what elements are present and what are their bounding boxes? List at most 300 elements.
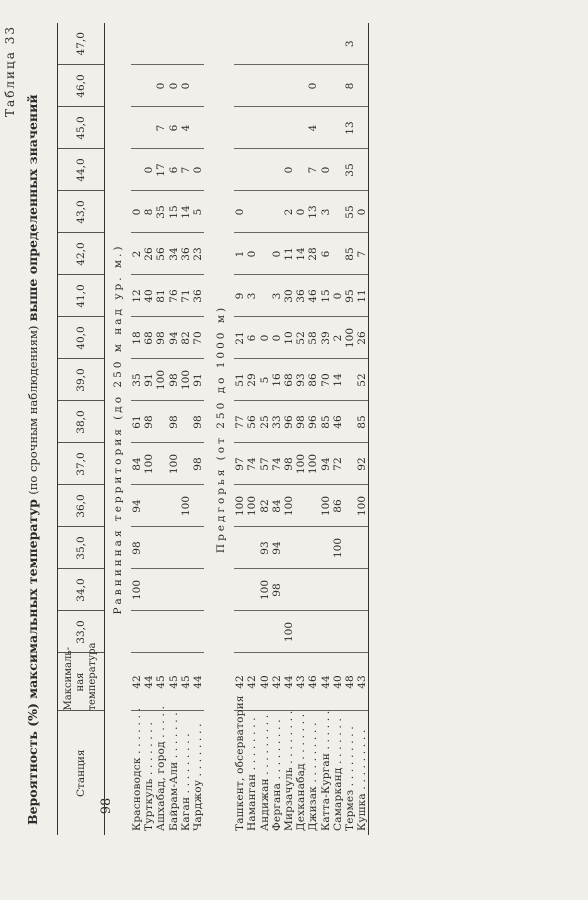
probability-value: 98 (168, 401, 180, 443)
probability-value: 7 (307, 149, 319, 191)
probability-value (356, 23, 369, 65)
probability-value: 33 (271, 401, 283, 443)
probability-value: 4 (180, 107, 192, 149)
station-name: Каган . . . . . . . . . (179, 733, 192, 831)
probability-value: 98 (192, 401, 204, 443)
probability-value: 6 (319, 233, 331, 275)
probability-value: 18 (131, 317, 143, 359)
probability-value: 94 (168, 317, 180, 359)
table-row (344, 23, 356, 835)
probability-value: 85 (356, 401, 369, 443)
tmax-value: 44 (319, 653, 331, 711)
probability-value: 0 (332, 275, 344, 317)
probability-value: 0 (131, 191, 143, 233)
probability-value: 8 (344, 65, 356, 107)
probability-value: 7 (180, 149, 192, 191)
tmax-value: 44 (283, 653, 295, 711)
probability-value: 94 (131, 485, 143, 527)
header-threshold: 43,0 (58, 191, 105, 233)
probability-value (307, 527, 319, 569)
probability-value: 58 (307, 317, 319, 359)
table-row (319, 23, 331, 835)
probability-value: 98 (143, 401, 155, 443)
probability-value: 100 (283, 485, 295, 527)
tmax-value: 43 (356, 653, 369, 711)
probability-value (356, 569, 369, 611)
probability-value: 85 (319, 401, 331, 443)
probability-value (180, 401, 192, 443)
probability-value: 68 (283, 359, 295, 401)
probability-value: 35 (344, 149, 356, 191)
probability-value: 30 (283, 275, 295, 317)
probability-value (295, 485, 307, 527)
probability-value: 86 (307, 359, 319, 401)
station-name: Дехканабад . . . . . . . (295, 713, 308, 831)
probability-value: 14 (332, 359, 344, 401)
probability-value: 26 (356, 317, 369, 359)
probability-value: 98 (271, 569, 283, 611)
station-name: Самарканд . . . . . . . (331, 717, 344, 831)
probability-value (246, 107, 258, 149)
probability-value (271, 611, 283, 653)
probability-value (344, 401, 356, 443)
probability-value: 46 (332, 401, 344, 443)
probability-value: 1 (234, 233, 246, 275)
probability-value: 98 (283, 443, 295, 485)
rotated-page-content (0, 5, 588, 895)
probability-value (246, 611, 258, 653)
probability-value (192, 65, 204, 107)
station-name: Ташкент, обсерватория (234, 695, 247, 831)
section-row (208, 23, 234, 835)
probability-value: 100 (131, 569, 143, 611)
probability-value: 0 (307, 65, 319, 107)
header-threshold: 36,0 (58, 485, 105, 527)
probability-value: 100 (180, 485, 192, 527)
probability-value (332, 149, 344, 191)
probability-value (155, 23, 167, 65)
probability-value: 100 (319, 485, 331, 527)
probability-value: 36 (180, 233, 192, 275)
probability-value (344, 611, 356, 653)
probability-value: 2 (131, 233, 143, 275)
probability-value: 82 (259, 485, 271, 527)
probability-value: 12 (131, 275, 143, 317)
probability-value: 100 (307, 443, 319, 485)
probability-value (168, 611, 180, 653)
probability-value (155, 443, 167, 485)
header-threshold: 34,0 (58, 569, 105, 611)
probability-value: 0 (143, 149, 155, 191)
probability-value: 96 (283, 401, 295, 443)
probability-value: 40 (143, 275, 155, 317)
probability-value: 26 (143, 233, 155, 275)
table-row (131, 23, 143, 835)
probability-value (259, 149, 271, 191)
probability-value: 100 (246, 485, 258, 527)
station-name: Катта-Курган . . . . . . (319, 710, 332, 831)
probability-value (344, 443, 356, 485)
probability-value: 70 (192, 317, 204, 359)
probability-value: 93 (295, 359, 307, 401)
probability-value (271, 23, 283, 65)
station-name: Джизак . . . . . . . . . (307, 722, 320, 831)
probability-value (259, 65, 271, 107)
page-number: 98 (99, 797, 114, 815)
probability-value (143, 65, 155, 107)
table-row (259, 23, 271, 835)
probability-value: 3 (344, 23, 356, 65)
table-row (356, 23, 369, 835)
table-title-parenthetical: (по срочным наблюдениям) (26, 325, 40, 495)
probability-value (168, 485, 180, 527)
station-name: Наманган . . . . . . . . (246, 717, 259, 831)
probability-value (143, 611, 155, 653)
tmax-value: 42 (246, 653, 258, 711)
header-threshold: 33,0 (58, 611, 105, 653)
table-row (234, 23, 246, 835)
probability-value (259, 191, 271, 233)
probability-value (155, 401, 167, 443)
probability-value (307, 23, 319, 65)
probability-value (192, 569, 204, 611)
section-title: Равнинная территория (до 250 м над ур. м.) (112, 243, 124, 615)
probability-value: 29 (246, 359, 258, 401)
probability-value (234, 569, 246, 611)
probability-value (319, 23, 331, 65)
section-title: Предгорья (от 250 до 1000 м) (215, 304, 228, 554)
probability-value (143, 485, 155, 527)
probability-value: 52 (295, 317, 307, 359)
header-threshold: 40,0 (58, 317, 105, 359)
probability-value (234, 107, 246, 149)
probability-value: 11 (283, 233, 295, 275)
probability-value (319, 65, 331, 107)
probability-value (283, 527, 295, 569)
probability-value (295, 23, 307, 65)
probability-value: 98 (168, 359, 180, 401)
probability-value (319, 611, 331, 653)
probability-value: 9 (234, 275, 246, 317)
probability-value (143, 107, 155, 149)
probability-value (246, 191, 258, 233)
probability-value (180, 569, 192, 611)
probability-value (307, 485, 319, 527)
probability-value (271, 191, 283, 233)
probability-value: 0 (155, 65, 167, 107)
probability-value: 17 (155, 149, 167, 191)
probability-value: 82 (180, 317, 192, 359)
probability-value: 8 (143, 191, 155, 233)
probability-value (131, 65, 143, 107)
tmax-value: 45 (180, 653, 192, 711)
probability-value: 95 (344, 275, 356, 317)
probability-value (295, 569, 307, 611)
station-name: Кушка . . . . . . . . . (356, 711, 369, 835)
station-name: Фергана . . . . . . . . . (270, 719, 283, 831)
probability-value: 96 (307, 401, 319, 443)
station-name: Красноводск . . . . . . . (131, 707, 144, 831)
probability-value (332, 191, 344, 233)
probability-value (246, 569, 258, 611)
probability-value: 0 (271, 317, 283, 359)
probability-value: 0 (271, 233, 283, 275)
probability-value (155, 527, 167, 569)
probability-value (344, 485, 356, 527)
header-threshold: 46,0 (58, 65, 105, 107)
section-row (105, 23, 132, 835)
probability-value: 94 (319, 443, 331, 485)
table-row (307, 23, 319, 835)
probability-value (332, 233, 344, 275)
probability-value (168, 569, 180, 611)
probability-value: 21 (234, 317, 246, 359)
table-title-main-end: выше определенных значений (25, 94, 40, 322)
probability-value (356, 527, 369, 569)
probability-value (319, 569, 331, 611)
probability-value: 13 (344, 107, 356, 149)
header-threshold: 41,0 (58, 275, 105, 317)
probability-value (192, 611, 204, 653)
probability-value: 6 (168, 107, 180, 149)
probability-value: 52 (356, 359, 369, 401)
probability-value (246, 149, 258, 191)
probability-value (295, 611, 307, 653)
probability-value (271, 65, 283, 107)
table-title-main-start: Вероятность (%) максимальных температур (25, 499, 40, 825)
probability-value (295, 65, 307, 107)
probability-value (234, 23, 246, 65)
header-threshold: 44,0 (58, 149, 105, 191)
probability-value (192, 107, 204, 149)
probability-value (246, 527, 258, 569)
probability-value: 100 (155, 359, 167, 401)
tmax-value: 44 (143, 653, 155, 711)
tmax-value: 42 (234, 653, 246, 711)
tmax-value: 48 (344, 653, 356, 711)
probability-value (283, 569, 295, 611)
probability-value: 74 (246, 443, 258, 485)
probability-value (143, 23, 155, 65)
probability-value: 91 (192, 359, 204, 401)
tmax-value: 42 (131, 653, 143, 711)
probability-value: 76 (168, 275, 180, 317)
probability-value: 98 (295, 401, 307, 443)
probability-value (283, 107, 295, 149)
probability-value: 0 (356, 191, 369, 233)
table-row (283, 23, 295, 835)
probability-value: 46 (307, 275, 319, 317)
probability-value: 16 (271, 359, 283, 401)
probability-value (259, 611, 271, 653)
header-station: Станция (58, 711, 105, 835)
probability-value (283, 65, 295, 107)
tmax-value: 44 (192, 653, 204, 711)
probability-value: 28 (307, 233, 319, 275)
probability-value (259, 275, 271, 317)
probability-value (356, 611, 369, 653)
probability-value: 36 (192, 275, 204, 317)
station-name: Турткуль . . . . . . . . (143, 721, 156, 831)
probability-value: 11 (356, 275, 369, 317)
probability-value (246, 65, 258, 107)
probability-value (259, 107, 271, 149)
probability-value: 70 (319, 359, 331, 401)
probability-value: 56 (246, 401, 258, 443)
probability-value (307, 611, 319, 653)
probability-value: 100 (143, 443, 155, 485)
probability-value (131, 23, 143, 65)
probability-value (131, 107, 143, 149)
tmax-value: 40 (332, 653, 344, 711)
probability-value (344, 527, 356, 569)
probability-value: 100 (295, 443, 307, 485)
probability-value (168, 23, 180, 65)
table-label: Таблица 33 (3, 25, 17, 117)
probability-value: 98 (192, 443, 204, 485)
probability-value: 2 (283, 191, 295, 233)
probability-value (168, 527, 180, 569)
probability-value (131, 149, 143, 191)
tmax-value: 42 (271, 653, 283, 711)
probability-value: 51 (234, 359, 246, 401)
probability-value: 98 (131, 527, 143, 569)
probability-value: 3 (246, 275, 258, 317)
probability-value: 100 (234, 485, 246, 527)
probability-value: 39 (319, 317, 331, 359)
probability-value: 100 (332, 527, 344, 569)
probability-value: 0 (168, 65, 180, 107)
probability-value: 77 (234, 401, 246, 443)
probability-value (307, 569, 319, 611)
probability-value: 15 (168, 191, 180, 233)
probability-value (344, 359, 356, 401)
table-row (155, 23, 167, 835)
probability-value: 84 (271, 485, 283, 527)
table-body (105, 23, 369, 835)
probability-value (143, 569, 155, 611)
probability-value: 0 (192, 149, 204, 191)
header-threshold: 38,0 (58, 401, 105, 443)
station-name: Мирзачуль . . . . . . . . (282, 710, 295, 831)
probability-value: 61 (131, 401, 143, 443)
probability-value: 100 (259, 569, 271, 611)
table-row (143, 23, 155, 835)
probability-value: 3 (271, 275, 283, 317)
probability-value: 25 (259, 401, 271, 443)
tmax-value: 43 (295, 653, 307, 711)
probability-value: 72 (332, 443, 344, 485)
probability-value: 10 (283, 317, 295, 359)
probability-value (234, 65, 246, 107)
probability-value: 84 (131, 443, 143, 485)
probability-value: 100 (168, 443, 180, 485)
probability-value (155, 611, 167, 653)
station-name: Ашхабад, город . . . . . (155, 705, 168, 831)
probability-value (143, 527, 155, 569)
probability-value (332, 65, 344, 107)
probability-value: 100 (283, 611, 295, 653)
probability-value: 93 (259, 527, 271, 569)
table-header-row (58, 23, 105, 835)
probability-value: 94 (271, 527, 283, 569)
table-row (295, 23, 307, 835)
probability-value (259, 23, 271, 65)
probability-value: 6 (168, 149, 180, 191)
probability-value: 23 (192, 233, 204, 275)
probability-value: 5 (192, 191, 204, 233)
probability-value: 0 (295, 191, 307, 233)
header-threshold: 47,0 (58, 23, 105, 65)
table-row (192, 23, 204, 835)
table-row (180, 23, 192, 835)
probability-value: 34 (168, 233, 180, 275)
probability-value: 3 (319, 191, 331, 233)
probability-value (356, 107, 369, 149)
probability-value: 6 (246, 317, 258, 359)
probability-value: 98 (155, 317, 167, 359)
probability-value (356, 149, 369, 191)
station-name: Чарджоу . . . . . . . . (192, 723, 205, 831)
probability-value (246, 23, 258, 65)
probability-value: 91 (143, 359, 155, 401)
probability-value (295, 149, 307, 191)
header-threshold: 35,0 (58, 527, 105, 569)
table-title (25, 25, 40, 825)
probability-value: 0 (246, 233, 258, 275)
probability-value: 85 (344, 233, 356, 275)
probability-value (271, 149, 283, 191)
tmax-value: 46 (307, 653, 319, 711)
probability-value (192, 23, 204, 65)
probability-value: 2 (332, 317, 344, 359)
header-threshold: 45,0 (58, 107, 105, 149)
probability-value (332, 107, 344, 149)
probability-value: 5 (259, 359, 271, 401)
station-name: Андижан . . . . . . . . . (258, 714, 271, 831)
probability-value: 55 (344, 191, 356, 233)
table-row (168, 23, 180, 835)
probability-value (180, 443, 192, 485)
probability-value: 92 (356, 443, 369, 485)
probability-value (295, 107, 307, 149)
probability-value (259, 233, 271, 275)
probability-value (192, 485, 204, 527)
probability-value: 0 (319, 149, 331, 191)
probability-value: 56 (155, 233, 167, 275)
probability-value: 0 (234, 191, 246, 233)
probability-value: 35 (155, 191, 167, 233)
header-threshold: 42,0 (58, 233, 105, 275)
probability-value: 0 (259, 317, 271, 359)
probability-value: 35 (131, 359, 143, 401)
probability-value (319, 527, 331, 569)
probability-value (234, 149, 246, 191)
probability-value (131, 611, 143, 653)
probability-value: 68 (143, 317, 155, 359)
probability-value: 7 (356, 233, 369, 275)
probability-value: 74 (271, 443, 283, 485)
header-threshold: 39,0 (58, 359, 105, 401)
probability-value: 81 (155, 275, 167, 317)
table-row (246, 23, 258, 835)
header-tmax: Максималь- ная температура (58, 653, 105, 711)
probability-value: 14 (295, 233, 307, 275)
tmax-value: 45 (168, 653, 180, 711)
probability-value: 4 (307, 107, 319, 149)
probability-value (332, 23, 344, 65)
probability-value (319, 107, 331, 149)
